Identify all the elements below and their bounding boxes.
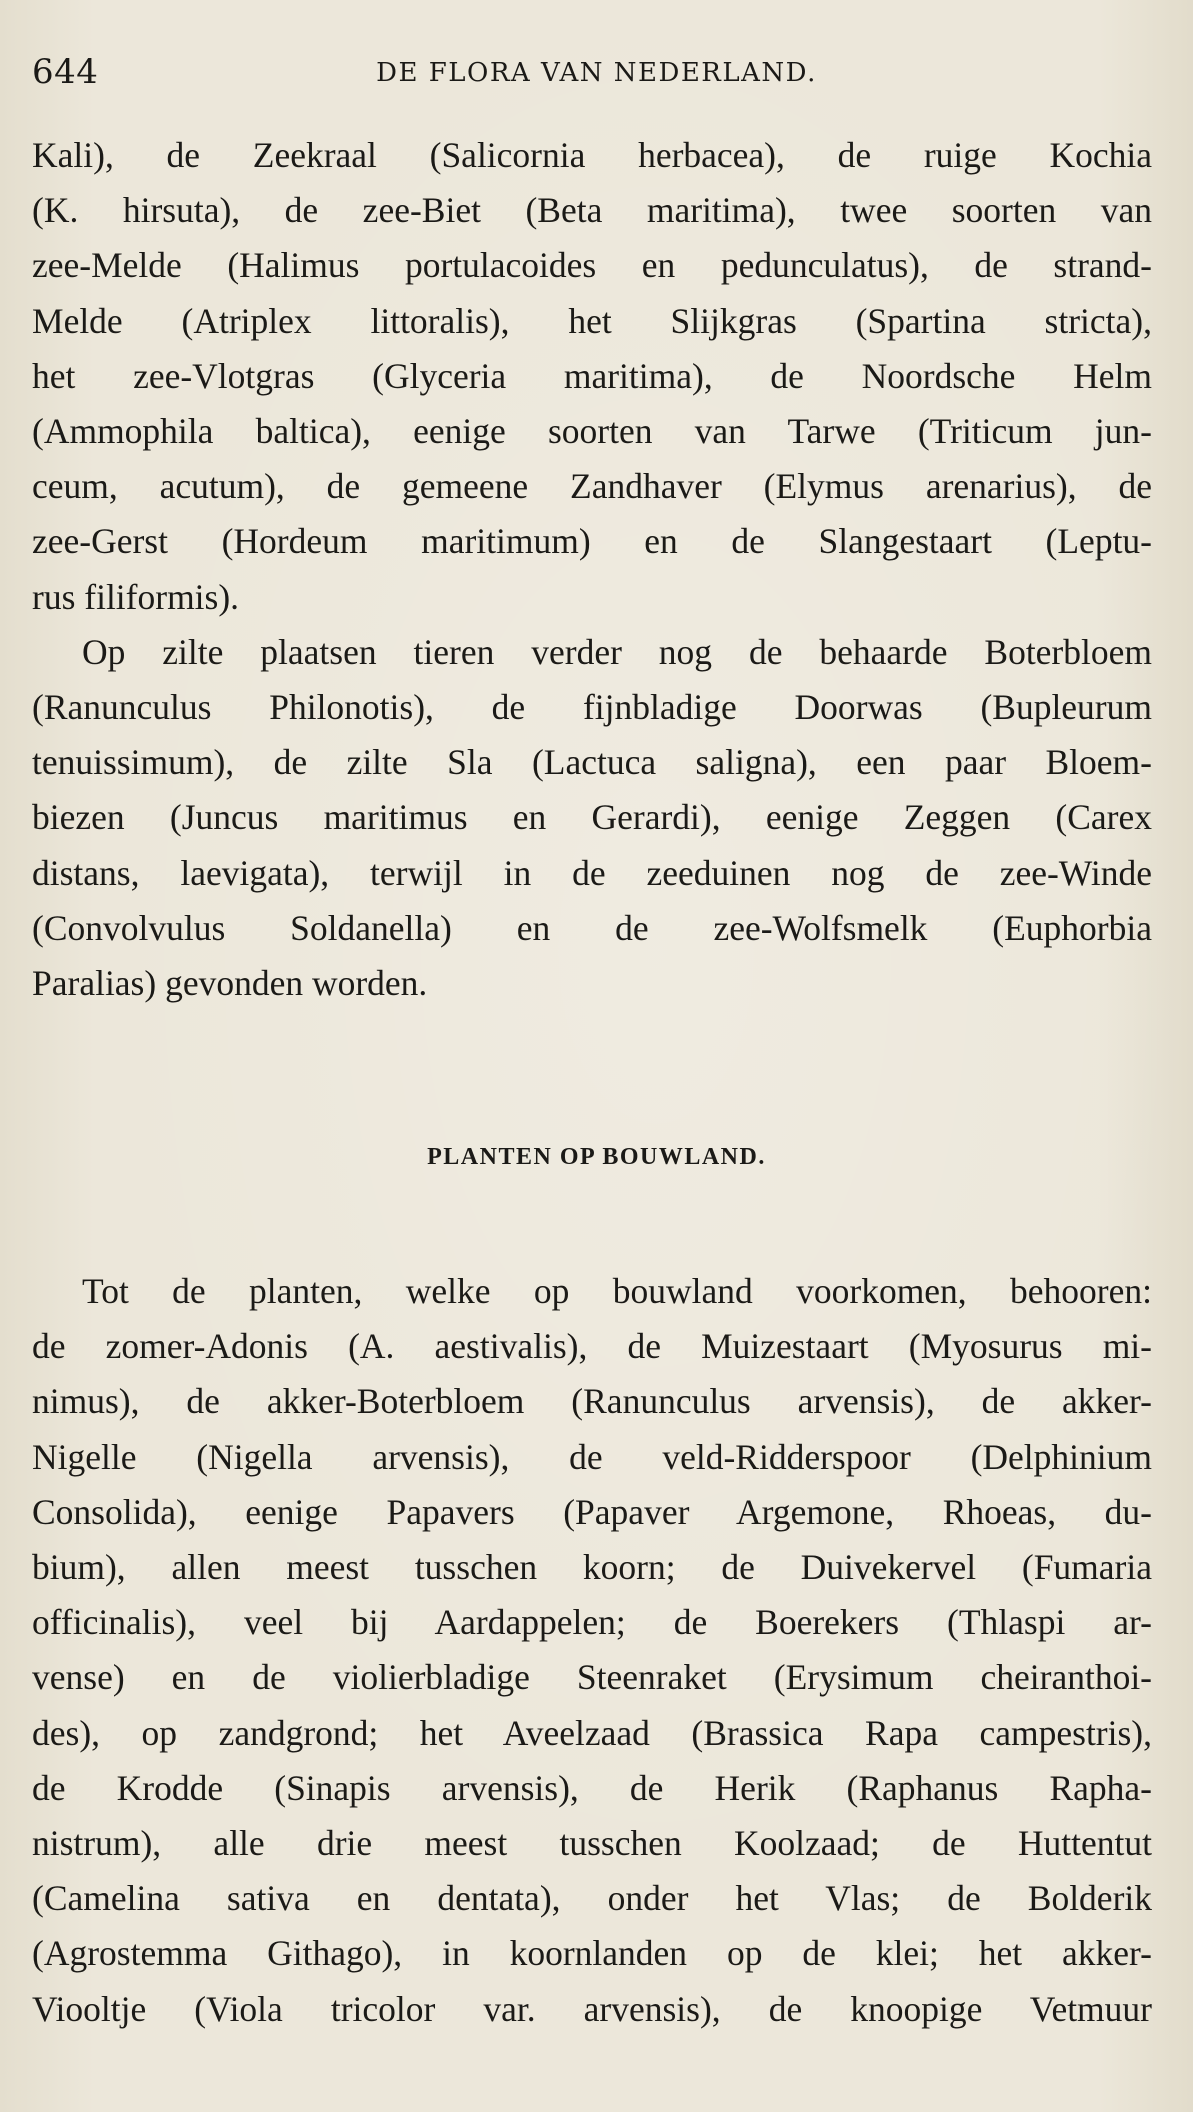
text-line: des), op zandgrond; het Aveelzaad (Brassica Rapa campestris), — [32, 1712, 1152, 1753]
text-line: Paralias) gevonden worden. — [32, 963, 428, 1004]
text-line: tenuissimum), de zilte Sla (Lactuca saligna), een paar Bloem- — [32, 742, 1152, 783]
text-line: Tot de planten, welke op bouwland voorkomen, behooren: — [82, 1271, 1152, 1311]
text-line: (Ranunculus Philonotis), de fijnbladige Doorwas (Bupleurum — [32, 687, 1152, 728]
running-title: DE FLORA VAN NEDERLAND. — [376, 58, 817, 88]
text-line: (K. hirsuta), de zee-Biet (Beta maritima), twee soorten van — [32, 190, 1152, 231]
text-line: Nigelle (Nigella arvensis), de veld-Ridderspoor (Delphinium — [32, 1436, 1152, 1477]
text-line: Viooltje (Viola tricolor var. arvensis), de knoopige Vetmuur — [32, 1988, 1152, 2029]
text-line: (Ammophila baltica), eenige soorten van Tarwe (Triticum jun- — [32, 411, 1152, 452]
page-number: 644 — [32, 52, 99, 92]
text-line: de Krodde (Sinapis arvensis), de Herik (Raphanus Rapha- — [32, 1767, 1152, 1808]
text-line: Kali), de Zeekraal (Salicornia herbacea), de ruige Kochia — [32, 135, 1152, 175]
page-header — [32, 52, 1161, 92]
text-line: biezen (Juncus maritimus en Gerardi), eenige Zeggen (Carex — [32, 797, 1152, 838]
text-line: nistrum), alle drie meest tusschen Koolzaad; de Huttentut — [32, 1823, 1152, 1864]
text-line: de zomer-Adonis (A. aestivalis), de Muizestaart (Myosurus mi- — [32, 1326, 1152, 1367]
text-line: vense) en de violierbladige Steenraket (Erysimum cheiranthoi- — [32, 1657, 1152, 1698]
text-line: ceum, acutum), de gemeene Zandhaver (Elymus arenarius), de — [32, 466, 1152, 507]
text-line: rus filiformis). — [32, 576, 240, 617]
section-heading: PLANTEN OP BOUWLAND. — [427, 1144, 766, 1170]
text-line: Melde (Atriplex littoralis), het Slijkgras (Spartina stricta), — [32, 300, 1152, 341]
text-line: Op zilte plaatsen tieren verder nog de behaarde Boterbloem — [82, 631, 1152, 672]
text-line: zee-Gerst (Hordeum maritimum) en de Slangestaart (Leptu- — [32, 521, 1152, 562]
text-line: zee-Melde (Halimus portulacoides en pedunculatus), de strand- — [32, 245, 1152, 286]
text-line: nimus), de akker-Boterbloem (Ranunculus arvensis), de akker- — [32, 1381, 1152, 1422]
text-line: Consolida), eenige Papavers (Papaver Argemone, Rhoeas, du- — [32, 1491, 1152, 1532]
text-line: distans, laevigata), terwijl in de zeeduinen nog de zee-Winde — [32, 852, 1152, 893]
text-line: bium), allen meest tusschen koorn; de Duivekervel (Fumaria — [32, 1547, 1152, 1588]
text-line: (Agrostemma Githago), in koornlanden op de klei; het akker- — [32, 1933, 1152, 1974]
text-block-upper — [32, 128, 1152, 1011]
text-line: officinalis), veel bij Aardappelen; de Boerekers (Thlaspi ar- — [32, 1602, 1152, 1643]
text-block-lower — [32, 1264, 1152, 2037]
text-line: (Camelina sativa en dentata), onder het Vlas; de Bolderik — [32, 1878, 1152, 1919]
text-line: het zee-Vlotgras (Glyceria maritima), de Noordsche Helm — [32, 355, 1152, 396]
text-line: (Convolvulus Soldanella) en de zee-Wolfsmelk (Euphorbia — [32, 907, 1152, 948]
